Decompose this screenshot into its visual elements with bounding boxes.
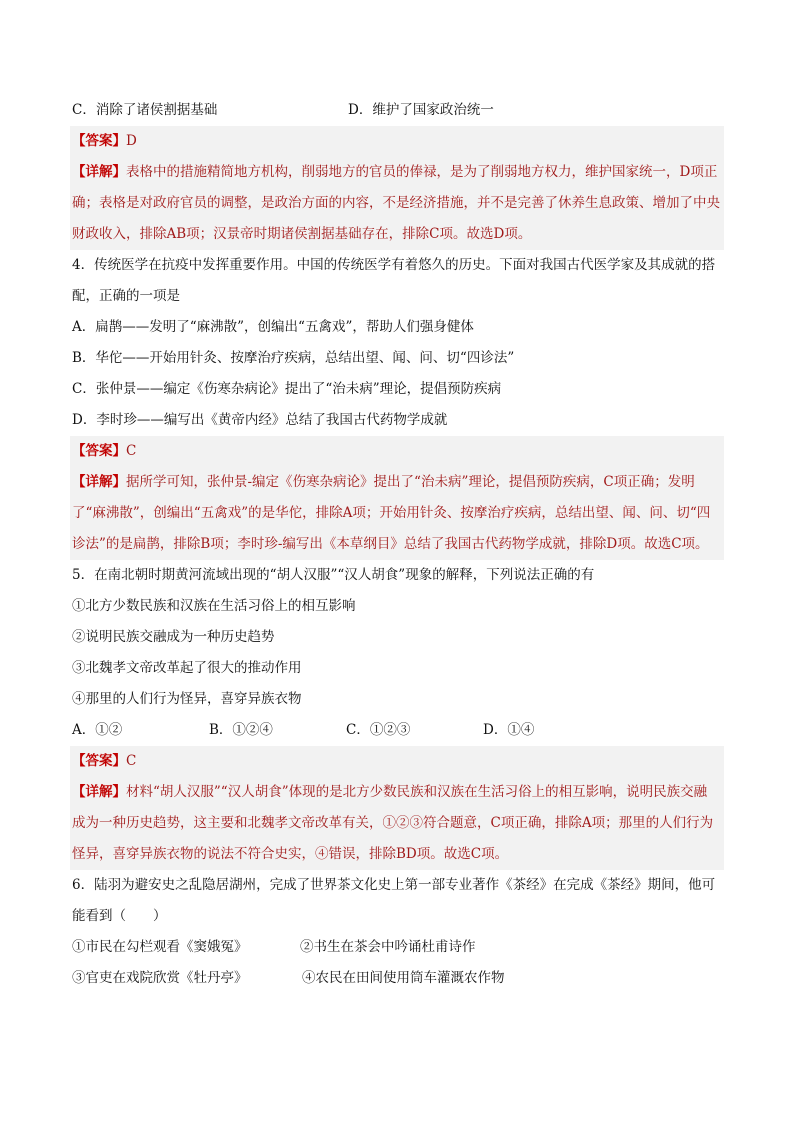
q4-answer-block <box>70 436 724 467</box>
q4-option-d: D．李时珍——编写出《黄帝内经》总结了我国古代药物学成就 <box>72 412 448 428</box>
q5-detail-block <box>70 777 724 870</box>
q5-detail-text: 材料“胡人汉服”“汉人胡食”体现的是北方少数民族和汉族在生活习俗上的相互影响，说明民族交融成为一种历史趋势，这主要和北魏孝文帝改革有关，①②③符合题意，C项正确，排除A项；那里的人们行为怪异，喜穿异族衣物的说法不符合史实，④错误，排除BD项。故选C项。 <box>72 784 714 862</box>
answer-tag: 【答案】 <box>72 753 126 769</box>
detail-tag: 【详解】 <box>72 474 126 490</box>
detail-tag: 【详解】 <box>72 164 126 180</box>
q5-item-4: ④那里的人们行为怪异，喜穿异族衣物 <box>72 691 302 707</box>
q3-detail-block <box>70 157 724 250</box>
q5-answer-block <box>70 746 724 777</box>
q4-stem: 4．传统医学在抗疫中发挥重要作用。中国的传统医学有着悠久的历史。下面对我国古代医学家及其成就的搭配，正确的一项是 <box>72 257 716 304</box>
q4-answer: C <box>126 443 137 459</box>
q5-item-1: ①北方少数民族和汉族在生活习俗上的相互影响 <box>72 598 356 614</box>
q6-item-4: ④农民在田间使用筒车灌溉农作物 <box>302 970 505 986</box>
q5-item-2: ②说明民族交融成为一种历史趋势 <box>72 629 275 645</box>
q4-detail-block <box>70 467 724 560</box>
q5-stem: 5．在南北朝时期黄河流域出现的“胡人汉服”“汉人胡食”现象的解释，下列说法正确的有 <box>72 567 595 583</box>
q5-item-3: ③北魏孝文帝改革起了很大的推动作用 <box>72 660 302 676</box>
q3-option-d: D．维护了国家政治统一 <box>348 102 494 118</box>
q3-options-cd <box>72 95 724 126</box>
q4-option-a: A．扁鹊——发明了“麻沸散”，创编出“五禽戏”，帮助人们强身健体 <box>72 319 474 335</box>
q6-item-1: ①市民在勾栏观看《窦娥冤》 <box>72 939 248 955</box>
q3-answer-block <box>70 126 724 157</box>
q5-answer: C <box>126 753 137 769</box>
answer-tag: 【答案】 <box>72 133 126 149</box>
q5-option-a: A．①② <box>72 722 123 738</box>
q3-detail-text: 表格中的措施精简地方机构，削弱地方的官员的俸禄，是为了削弱地方权力，维护国家统一，D项正确；表格是对政府官员的调整，是政治方面的内容，不是经济措施，并不是完善了休养生息政策、增加了中央财政收入，排除AB项；汉景帝时期诸侯割据基础存在，排除C项。故选D项。 <box>72 164 720 242</box>
q6-items-34 <box>72 963 724 994</box>
q6-items-12 <box>72 932 724 963</box>
q3-option-c: C．消除了诸侯割据基础 <box>72 102 218 118</box>
q6-item-3: ③官吏在戏院欣赏《牡丹亭》 <box>72 970 248 986</box>
q5-option-b: B．①②④ <box>209 722 273 738</box>
q6-stem: 6．陆羽为避安史之乱隐居湖州，完成了世界茶文化史上第一部专业著作《茶经》在完成《茶经》期间，他可能看到（ ） <box>72 877 716 924</box>
q5-options <box>72 715 724 746</box>
q4-option-b: B．华佗——开始用针灸、按摩治疗疾病，总结出望、闻、问、切“四诊法” <box>72 350 515 366</box>
q4-detail-text: 据所学可知，张仲景-编定《伤寒杂病论》提出了“治未病”理论，提倡预防疾病，C项正确；发明了“麻沸散”，创编出“五禽戏”的是华佗，排除A项；开始用针灸、按摩治疗疾病，总结出望、闻、问、切“四诊法”的是扁鹊，排除B项；李时珍-编写出《本草纲目》总结了我国古代药物学成就，排除D项。故选C项。 <box>72 474 711 552</box>
q4-option-c: C．张仲景——编定《伤寒杂病论》提出了“治未病”理论，提倡预防疾病 <box>72 381 502 397</box>
detail-tag: 【详解】 <box>72 784 126 800</box>
answer-tag: 【答案】 <box>72 443 126 459</box>
q5-option-d: D．①④ <box>483 722 535 738</box>
q6-item-2: ②书生在茶会中吟诵杜甫诗作 <box>300 939 476 955</box>
document-page <box>72 95 724 994</box>
q5-option-c: C．①②③ <box>346 722 411 738</box>
q3-answer: D <box>126 133 137 149</box>
